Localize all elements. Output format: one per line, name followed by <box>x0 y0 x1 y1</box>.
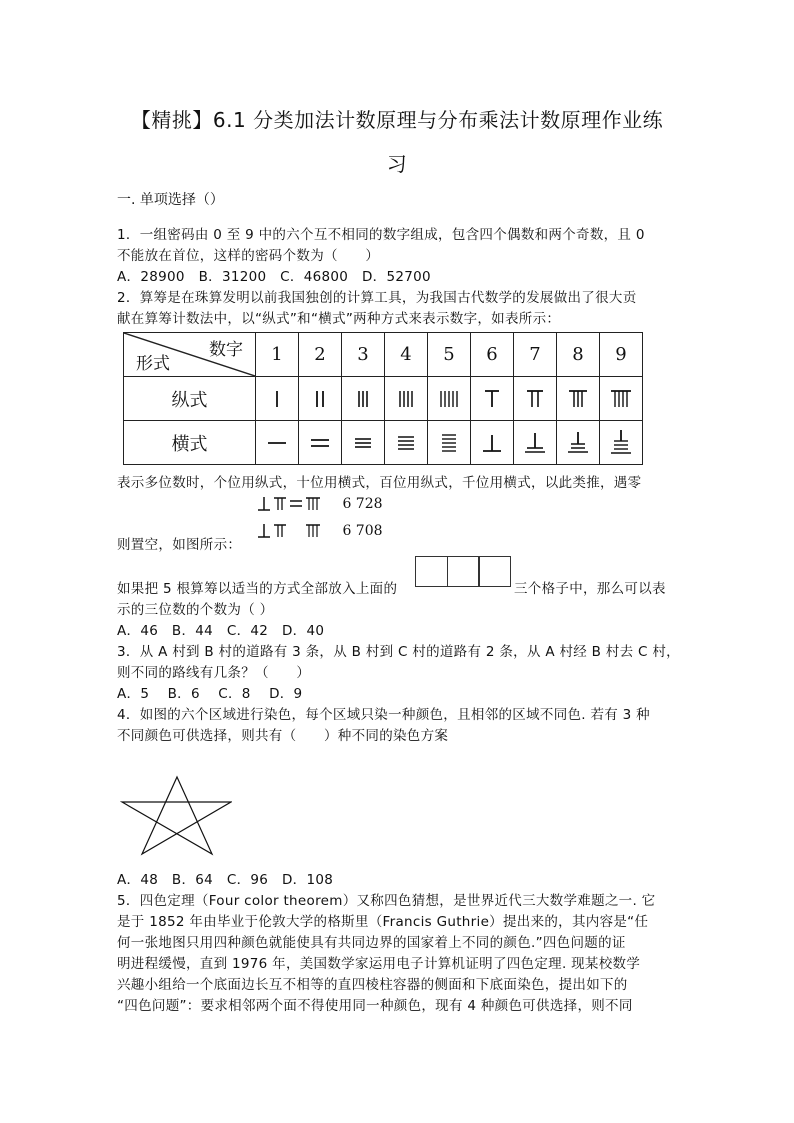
q1-line1: 1．一组密码由 0 至 9 中的六个互不相同的数字组成，包含四个偶数和两个奇数，且 0 <box>117 227 645 243</box>
q2-after3: 示的三位数的个数为（ ） <box>117 602 274 618</box>
rod-example-2 <box>258 523 383 539</box>
q5-line3: 何一张地图只用四种颜色就能使具有共同边界的国家着上不同的颜色.”四色问题的证 <box>117 935 626 951</box>
horizontal-rod-2 <box>299 421 342 465</box>
table-number: 3 <box>342 333 385 377</box>
row-label-vertical: 纵式 <box>124 377 256 421</box>
table-number: 1 <box>256 333 299 377</box>
vertical-rod-8 <box>557 377 600 421</box>
table-number: 6 <box>471 333 514 377</box>
q2-line2: 献在算筹计数法中，以“纵式”和“横式”两种方式来表示数字，如表所示： <box>117 311 561 327</box>
horizontal-rod-3 <box>342 421 385 465</box>
table-number: 2 <box>299 333 342 377</box>
row-label-horizontal: 横式 <box>124 421 256 465</box>
q3-options: A．5 B．6 C．8 D．9 <box>117 686 303 702</box>
table-number: 4 <box>385 333 428 377</box>
header-digit-label: 数字 <box>209 340 243 360</box>
q1-options: A．28900 B．31200 C．46800 D．52700 <box>117 269 431 285</box>
q5-line2: 是于 1852 年由毕业于伦敦大学的格斯里（Francis Guthrie）提出来的，其内容是“任 <box>117 914 649 930</box>
page-title-line2: 习 <box>386 152 408 176</box>
page-title-line1: 【精挑】6.1 分类加法计数原理与分布乘法计数原理作业练 <box>130 108 664 132</box>
rod-example-1-number: 6 728 <box>342 496 383 512</box>
q1-line2: 不能放在首位，这样的密码个数为（ ） <box>117 248 380 264</box>
box <box>415 556 448 587</box>
q4-line2: 不同颜色可供选择，则共有（ ）种不同的染色方案 <box>117 728 449 744</box>
rod-example-1-graphic <box>258 496 324 512</box>
vertical-rod-3 <box>342 377 385 421</box>
vertical-rod-4 <box>385 377 428 421</box>
table-number: 8 <box>557 333 600 377</box>
horizontal-rod-4 <box>385 421 428 465</box>
q2-after2a: 如果把 5 根算筹以适当的方式全部放入上面的 <box>117 581 398 597</box>
q2-line1: 2．算筹是在珠算发明以前我国独创的计算工具，为我国古代数学的发展做出了很大贡 <box>117 290 637 306</box>
table-number: 7 <box>514 333 557 377</box>
table-number: 5 <box>428 333 471 377</box>
q2-options: A．46 B．44 C．42 D．40 <box>117 623 325 639</box>
q3-line2: 则不同的路线有几条？（ ） <box>117 665 311 681</box>
table-number: 9 <box>600 333 643 377</box>
vertical-rod-2 <box>299 377 342 421</box>
horizontal-rod-8 <box>557 421 600 465</box>
vertical-rod-1 <box>256 377 299 421</box>
horizontal-rod-1 <box>256 421 299 465</box>
vertical-rod-5 <box>428 377 471 421</box>
rod-example-2-graphic <box>258 523 324 539</box>
q5-line5: 兴趣小组给一个底面边长互不相等的直四棱柱容器的侧面和下底面染色，提出如下的 <box>117 977 628 993</box>
horizontal-rod-9 <box>600 421 643 465</box>
q2-caption: 则置空，如图所示： <box>117 537 242 553</box>
horizontal-rod-5 <box>428 421 471 465</box>
table-header-cell <box>124 333 256 377</box>
q3-line1: 3．从 A 村到 B 村的道路有 3 条，从 B 村到 C 村的道路有 2 条，从 A 村经 B 村去 C 村， <box>117 644 680 660</box>
vertical-rod-7 <box>514 377 557 421</box>
rod-example-2-number: 6 708 <box>342 523 383 539</box>
three-boxes <box>415 556 510 591</box>
q4-options: A．48 B．64 C．96 D．108 <box>117 872 334 888</box>
q5-line4: 明进程缓慢，直到 1976 年，美国数学家运用电子计算机证明了四色定理. 现某校数学 <box>117 956 641 972</box>
vertical-rod-6 <box>471 377 514 421</box>
horizontal-rod-6 <box>471 421 514 465</box>
horizontal-rod-7 <box>514 421 557 465</box>
q5-line6: “四色问题”：要求相邻两个面不得使用同一种颜色，现有 4 种颜色可供选择，则不同 <box>117 998 633 1014</box>
q2-after2b: 三个格子中，那么可以表 <box>514 581 666 597</box>
counting-rods-table <box>123 332 643 465</box>
q4-line1: 4．如图的六个区域进行染色，每个区域只染一种颜色，且相邻的区域不同色. 若有 3 种 <box>117 707 650 723</box>
section-heading: 一. 单项选择（） <box>117 192 224 208</box>
box <box>478 556 511 587</box>
q2-after1: 表示多位数时，个位用纵式，十位用横式，百位用纵式，千位用横式，以此类推，遇零 <box>117 475 642 491</box>
header-form-label: 形式 <box>136 354 170 374</box>
rod-example-1 <box>258 496 383 512</box>
q5-line1: 5．四色定理（Four color theorem）又称四色猜想，是世界近代三大数学难题之一. 它 <box>117 893 656 909</box>
pentagram-figure <box>120 775 232 857</box>
vertical-rod-9 <box>600 377 643 421</box>
box <box>447 556 480 587</box>
